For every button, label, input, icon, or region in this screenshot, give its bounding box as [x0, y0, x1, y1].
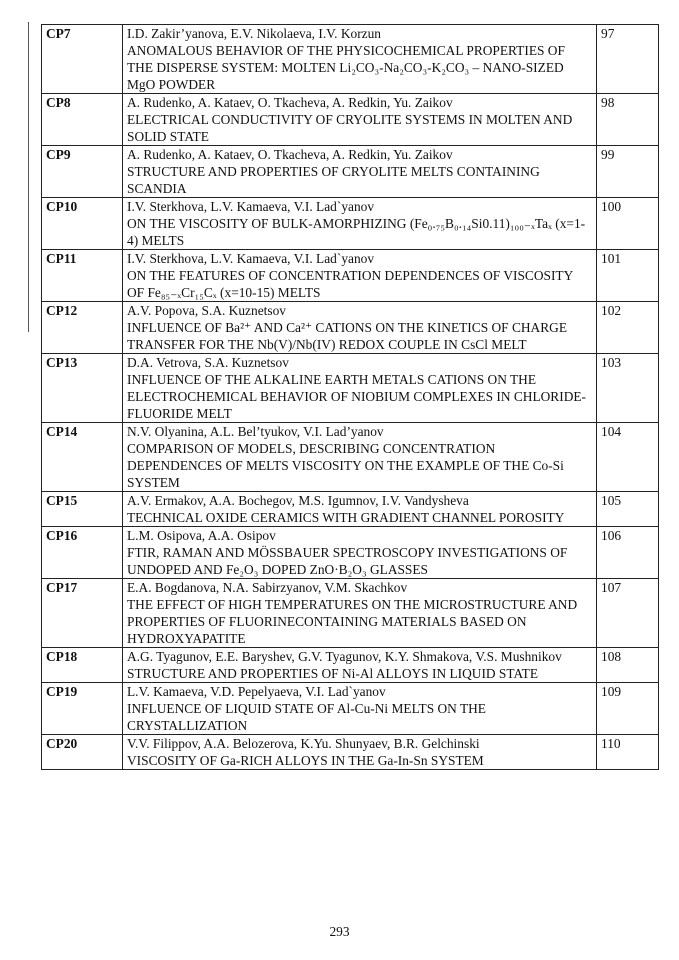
- table-row: [42, 492, 659, 527]
- entry-cell: [123, 648, 597, 683]
- page-number: 293: [329, 924, 350, 939]
- table-row: [42, 423, 659, 492]
- entry-page: 97: [597, 25, 659, 94]
- entry-cell: [123, 735, 597, 770]
- entry-page: 109: [597, 683, 659, 735]
- entry-title: THE EFFECT OF HIGH TEMPERATURES ON THE MICROSTRUCTURE AND PROPERTIES OF FLUORINECONTAINING MATERIALS BASED ON HYDROXYAPATITE: [127, 597, 578, 646]
- entry-authors: L.V. Kamaeva, V.D. Pepelyaeva, V.I. Lad`yanov: [127, 684, 386, 699]
- entry-authors: N.V. Olyanina, A.L. Bel’tyukov, V.I. Lad’yanov: [127, 424, 384, 439]
- entry-cell: [123, 354, 597, 423]
- entry-title: FTIR, RAMAN AND MÖSSBAUER SPECTROSCOPY INVESTIGATIONS OF UNDOPED AND Fe₂O₃ DOPED ZnO·B₂O₃ GLASSES: [127, 545, 568, 577]
- entry-authors: A.V. Popova, S.A. Kuznetsov: [127, 303, 286, 318]
- entry-code: CP13: [42, 354, 123, 423]
- contents-table-body: [42, 25, 659, 770]
- entry-code: CP15: [42, 492, 123, 527]
- table-row: [42, 648, 659, 683]
- entry-page: 102: [597, 302, 659, 354]
- entry-authors: A. Rudenko, A. Kataev, O. Tkacheva, A. Redkin, Yu. Zaikov: [127, 95, 453, 110]
- entry-title: ANOMALOUS BEHAVIOR OF THE PHYSICOCHEMICAL PROPERTIES OF THE DISPERSE SYSTEM: MOLTEN Li₂CO₃-Na₂CO₃-K₂CO₃ – NANO-SIZED MgO POWDER: [127, 43, 565, 92]
- entry-code: CP20: [42, 735, 123, 770]
- entry-authors: A. Rudenko, A. Kataev, O. Tkacheva, A. Redkin, Yu. Zaikov: [127, 147, 453, 162]
- entry-title: STRUCTURE AND PROPERTIES OF CRYOLITE MELTS CONTAINING SCANDIA: [127, 164, 540, 196]
- table-row: [42, 354, 659, 423]
- entry-page: 108: [597, 648, 659, 683]
- entry-code: CP10: [42, 198, 123, 250]
- table-row: [42, 250, 659, 302]
- entry-authors: L.M. Osipova, A.A. Osipov: [127, 528, 276, 543]
- contents-table: [41, 24, 659, 770]
- entry-code: CP14: [42, 423, 123, 492]
- entry-code: CP19: [42, 683, 123, 735]
- entry-authors: A.G. Tyagunov, E.E. Baryshev, G.V. Tyagunov, K.Y. Shmakova, V.S. Mushnikov: [127, 649, 562, 664]
- entry-code: CP12: [42, 302, 123, 354]
- entry-code: CP18: [42, 648, 123, 683]
- table-row: [42, 579, 659, 648]
- entry-page: 103: [597, 354, 659, 423]
- table-row: [42, 302, 659, 354]
- entry-cell: [123, 492, 597, 527]
- entry-cell: [123, 527, 597, 579]
- entry-cell: [123, 683, 597, 735]
- entry-cell: [123, 579, 597, 648]
- entry-title: ON THE FEATURES OF CONCENTRATION DEPENDENCES OF VISCOSITY OF Fe₈₅₋ₓCr₁₅Cₓ (x=10-15) MELTS: [127, 268, 573, 300]
- entry-authors: E.A. Bogdanova, N.A. Sabirzyanov, V.M. Skachkov: [127, 580, 408, 595]
- entry-cell: [123, 146, 597, 198]
- entry-authors: I.V. Sterkhova, L.V. Kamaeva, V.I. Lad`yanov: [127, 199, 375, 214]
- entry-title: INFLUENCE OF LIQUID STATE OF Al-Cu-Ni MELTS ON THE CRYSTALLIZATION: [127, 701, 486, 733]
- entry-title: ELECTRICAL CONDUCTIVITY OF CRYOLITE SYSTEMS IN MOLTEN AND SOLID STATE: [127, 112, 573, 144]
- entry-authors: I.D. Zakir’yanova, E.V. Nikolaeva, I.V. Korzun: [127, 26, 381, 41]
- entry-page: 104: [597, 423, 659, 492]
- entry-cell: [123, 198, 597, 250]
- table-row: [42, 146, 659, 198]
- entry-page: 107: [597, 579, 659, 648]
- table-row: [42, 683, 659, 735]
- table-row: [42, 94, 659, 146]
- table-row: [42, 25, 659, 94]
- entry-title: COMPARISON OF MODELS, DESCRIBING CONCENTRATION DEPENDENCES OF MELTS VISCOSITY ON THE EXAMPLE OF THE Co-Si SYSTEM: [127, 441, 564, 490]
- entry-authors: V.V. Filippov, A.A. Belozerova, K.Yu. Shunyaev, B.R. Gelchinski: [127, 736, 480, 751]
- entry-code: CP8: [42, 94, 123, 146]
- entry-code: CP7: [42, 25, 123, 94]
- entry-title: INFLUENCE OF Ba²⁺ AND Ca²⁺ CATIONS ON THE KINETICS OF CHARGE TRANSFER FOR THE Nb(V)/Nb(IV) REDOX COUPLE IN CsCl MELT: [127, 320, 568, 352]
- entry-code: CP11: [42, 250, 123, 302]
- entry-cell: [123, 25, 597, 94]
- table-row: [42, 735, 659, 770]
- entry-authors: A.V. Ermakov, A.A. Bochegov, M.S. Igumnov, I.V. Vandysheva: [127, 493, 469, 508]
- entry-code: CP17: [42, 579, 123, 648]
- entry-cell: [123, 94, 597, 146]
- entry-code: CP9: [42, 146, 123, 198]
- entry-page: 99: [597, 146, 659, 198]
- table-row: [42, 527, 659, 579]
- entry-authors: I.V. Sterkhova, L.V. Kamaeva, V.I. Lad`yanov: [127, 251, 375, 266]
- entry-title: ON THE VISCOSITY OF BULK-AMORPHIZING (Fe₀.₇₅B₀.₁₄Si0.11)₁₀₀₋ₓTaₓ (x=1-4) MELTS: [127, 216, 586, 248]
- entry-code: CP16: [42, 527, 123, 579]
- entry-cell: [123, 423, 597, 492]
- entry-page: 101: [597, 250, 659, 302]
- entry-title: VISCOSITY OF Ga-RICH ALLOYS IN THE Ga-In-Sn SYSTEM: [127, 753, 484, 768]
- entry-page: 98: [597, 94, 659, 146]
- entry-page: 100: [597, 198, 659, 250]
- entry-page: 106: [597, 527, 659, 579]
- entry-cell: [123, 302, 597, 354]
- entry-title: STRUCTURE AND PROPERTIES OF Ni-Al ALLOYS IN LIQUID STATE: [127, 666, 539, 681]
- entry-authors: D.A. Vetrova, S.A. Kuznetsov: [127, 355, 289, 370]
- entry-cell: [123, 250, 597, 302]
- table-row: [42, 198, 659, 250]
- entry-title: INFLUENCE OF THE ALKALINE EARTH METALS CATIONS ON THE ELECTROCHEMICAL BEHAVIOR OF NIOBIUM COMPLEXES IN CHLORIDE-FLUORIDE MELT: [127, 372, 587, 421]
- entry-page: 110: [597, 735, 659, 770]
- margin-rule: [28, 22, 29, 332]
- entry-title: TECHNICAL OXIDE CERAMICS WITH GRADIENT CHANNEL POROSITY: [127, 510, 565, 525]
- entry-page: 105: [597, 492, 659, 527]
